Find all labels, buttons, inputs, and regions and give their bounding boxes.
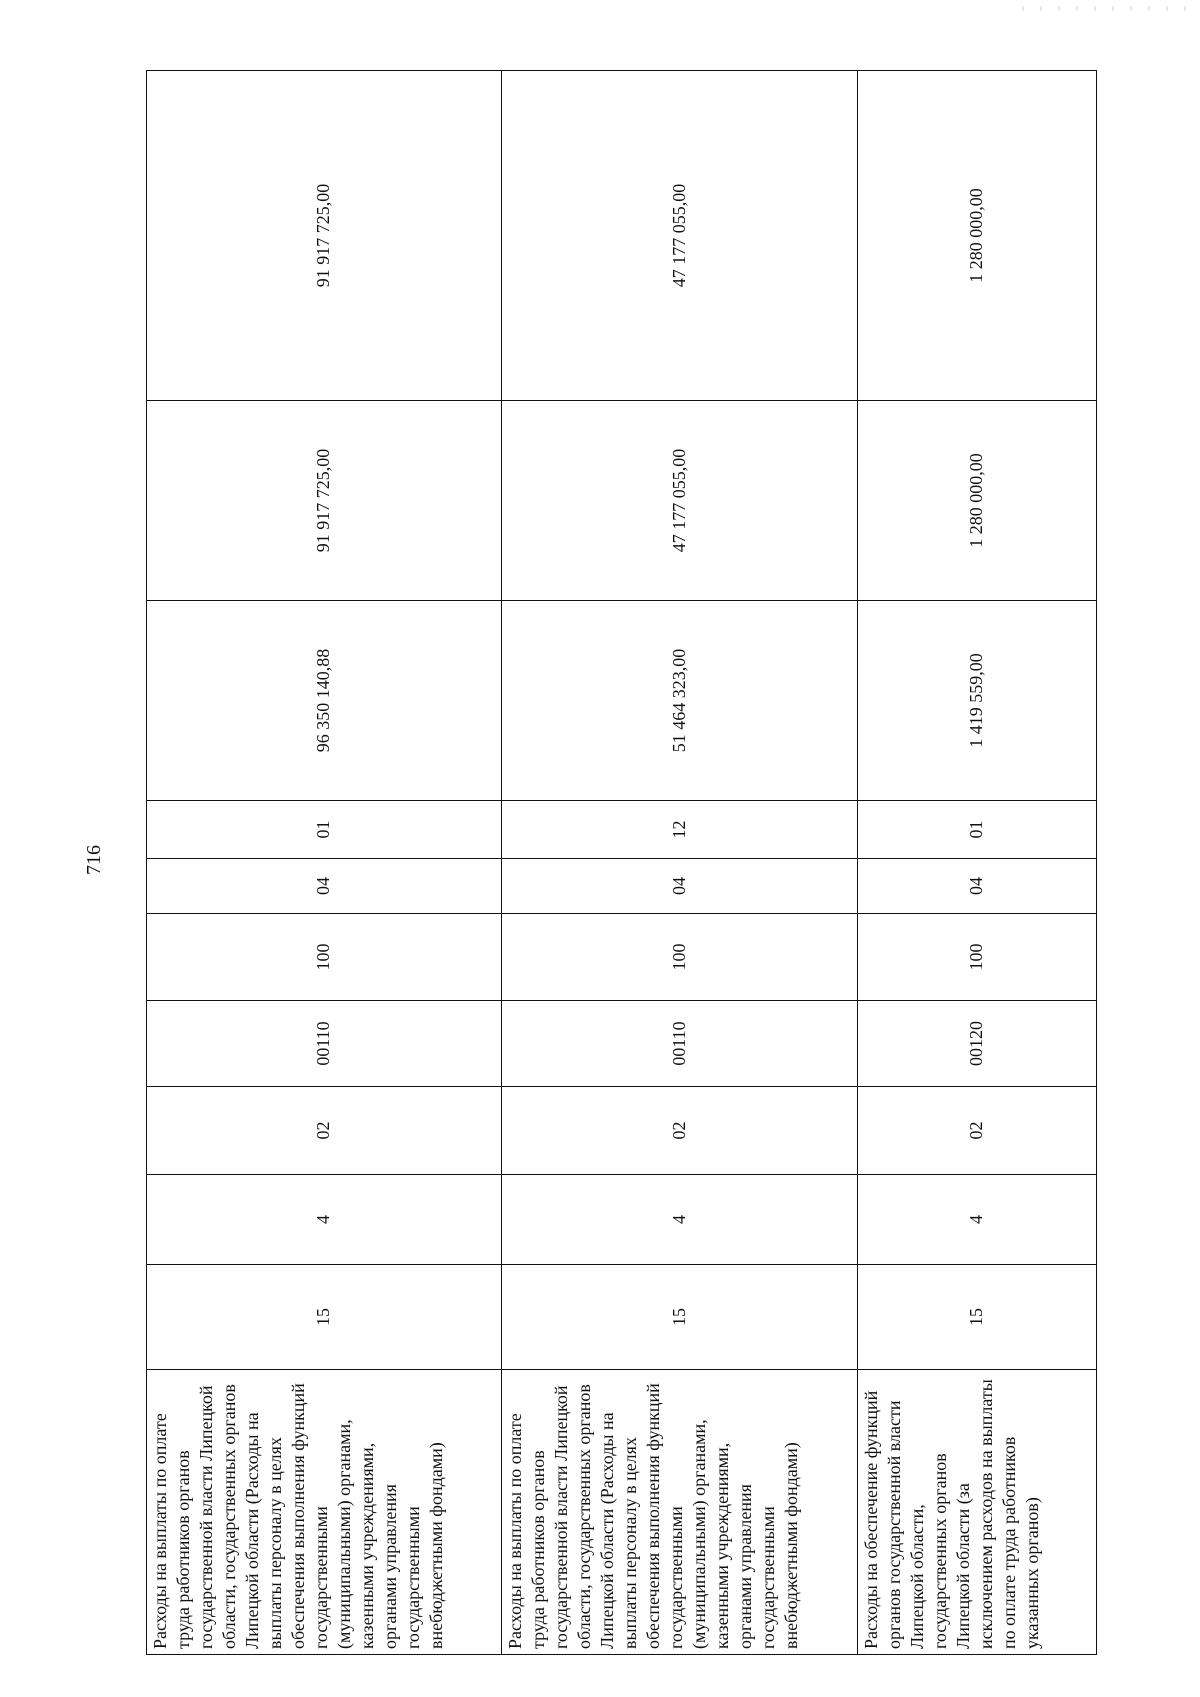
amount-cell-third — [502, 71, 858, 401]
amount-value: 1 280 000,00 — [966, 453, 987, 548]
code-value: 12 — [668, 820, 689, 839]
code-value: 00110 — [313, 1021, 334, 1066]
code-value: 00120 — [966, 1021, 987, 1066]
code-value: 100 — [668, 943, 689, 971]
code-value: 04 — [966, 877, 987, 895]
amount-cell-third — [858, 71, 1097, 401]
code-value: 4 — [668, 1215, 689, 1224]
code-cell-program — [502, 1265, 858, 1370]
amount-cell-first — [858, 601, 1097, 801]
amount-value: 47 177 055,00 — [668, 183, 689, 288]
code-cell-subsection — [502, 801, 858, 859]
table-row — [858, 71, 1097, 1655]
code-cell-main-action — [147, 1087, 502, 1175]
amount-value: 91 917 725,00 — [313, 448, 334, 553]
code-cell-section — [502, 859, 858, 914]
code-value: 100 — [313, 943, 334, 971]
code-cell-section — [147, 859, 502, 914]
budget-expenditure-table — [146, 70, 1097, 1655]
code-cell-program — [858, 1265, 1097, 1370]
code-cell-expense-type — [858, 914, 1097, 1001]
code-value: 15 — [668, 1308, 689, 1326]
amount-cell-third — [147, 71, 502, 401]
code-value: 04 — [668, 877, 689, 895]
code-value: 02 — [313, 1121, 334, 1140]
page-number: 716 — [83, 845, 105, 875]
rotated-document-sheet — [146, 71, 1096, 1655]
code-cell-subprogram — [858, 1175, 1097, 1265]
code-cell-expense-type — [147, 914, 502, 1001]
code-cell-direction — [858, 1001, 1097, 1087]
amount-cell-second — [502, 401, 858, 601]
scan-edge-mark — [1014, 6, 1194, 11]
code-cell-expense-type — [502, 914, 858, 1001]
table-row — [147, 71, 502, 1655]
amount-cell-second — [858, 401, 1097, 601]
expense-description-cell: Расходы на обеспечение функций органов государственной власти Липецкой области, государственных органов Липецкой области (за исключением расходов на выплаты по оплате труда работников указанных органов) — [858, 1370, 1097, 1655]
code-cell-subprogram — [147, 1175, 502, 1265]
code-cell-program — [147, 1265, 502, 1370]
expense-description-cell: Расходы на выплаты по оплате труда работников органов государственной власти Липецкой области, государственных органов Липецкой области (Расходы на выплаты персоналу в целях обеспечения выполнения функций государственными (муниципальными) органами, казенными учреждениями, органами управления государственными внебюджетными фондами) — [502, 1370, 858, 1655]
code-cell-section — [858, 859, 1097, 914]
code-value: 01 — [966, 820, 987, 839]
code-value: 04 — [313, 877, 334, 895]
code-cell-subsection — [858, 801, 1097, 859]
code-cell-direction — [147, 1001, 502, 1087]
code-value: 15 — [966, 1308, 987, 1326]
amount-value: 96 350 140,88 — [313, 648, 334, 753]
amount-value: 1 419 559,00 — [966, 653, 987, 748]
code-cell-main-action — [858, 1087, 1097, 1175]
code-value: 02 — [668, 1121, 689, 1140]
rotated-table-wrapper — [146, 71, 1096, 1655]
code-cell-subprogram — [502, 1175, 858, 1265]
code-value: 100 — [966, 943, 987, 971]
table-row — [502, 71, 858, 1655]
code-value: 4 — [313, 1215, 334, 1224]
code-value: 02 — [966, 1121, 987, 1140]
code-value: 4 — [966, 1215, 987, 1224]
expense-description-cell: Расходы на выплаты по оплате труда работников органов государственной власти Липецкой области, государственных органов Липецкой области (Расходы на выплаты персоналу в целях обеспечения выполнения функций государственными (муниципальными) органами, казенными учреждениями, органами управления государственными внебюджетными фондами) — [147, 1370, 502, 1655]
amount-value: 1 280 000,00 — [966, 188, 987, 283]
code-cell-subsection — [147, 801, 502, 859]
code-value: 00110 — [668, 1021, 689, 1066]
amount-cell-first — [147, 601, 502, 801]
amount-cell-first — [502, 601, 858, 801]
code-cell-main-action — [502, 1087, 858, 1175]
code-value: 15 — [313, 1308, 334, 1326]
amount-cell-second — [147, 401, 502, 601]
amount-value: 91 917 725,00 — [313, 183, 334, 288]
amount-value: 47 177 055,00 — [668, 448, 689, 553]
code-cell-direction — [502, 1001, 858, 1087]
amount-value: 51 464 323,00 — [668, 648, 689, 753]
code-value: 01 — [313, 820, 334, 839]
